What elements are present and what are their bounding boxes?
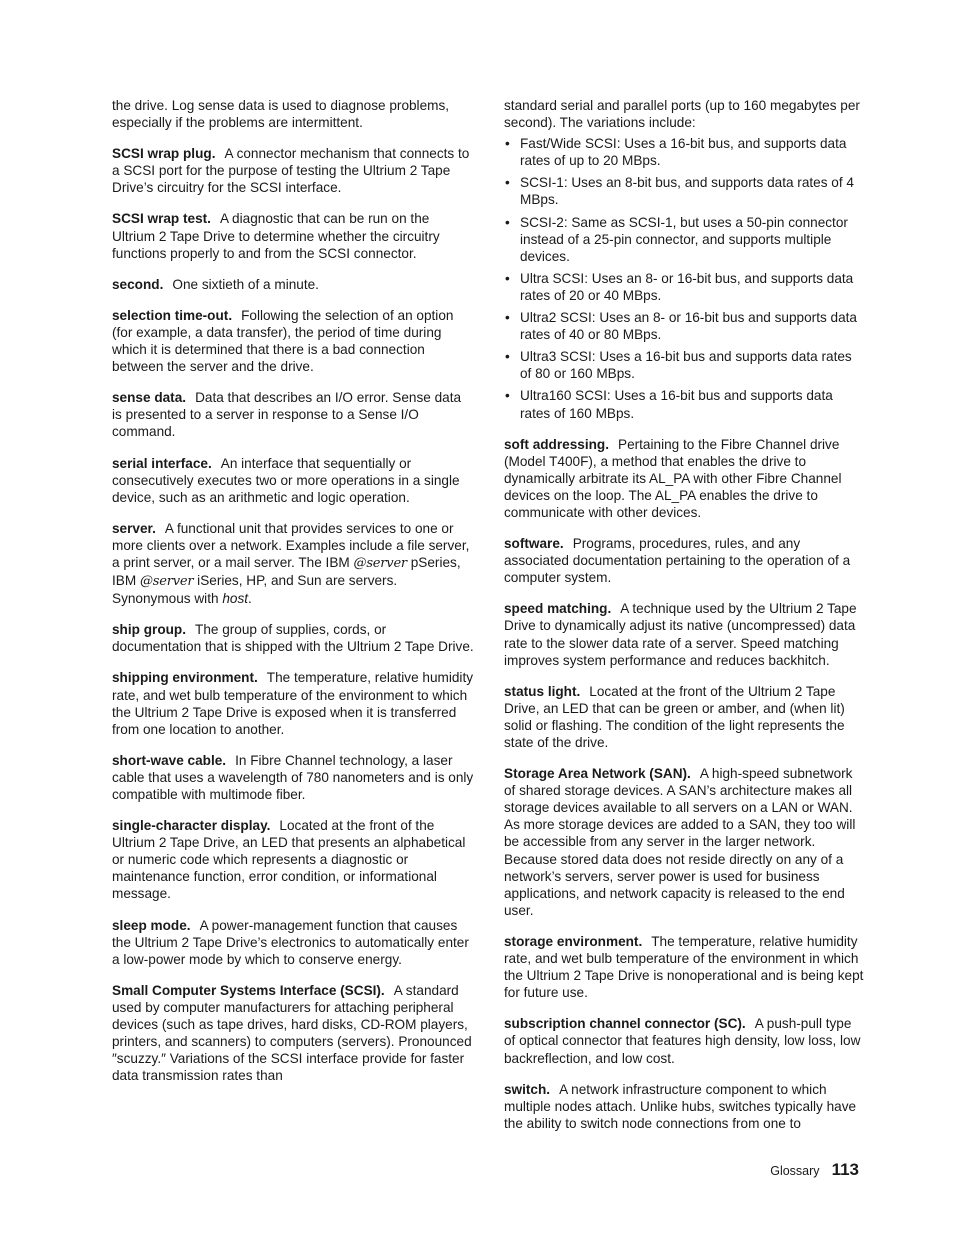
synonym-term: host [222, 591, 249, 607]
glossary-term: subscription channel connector (SC). [504, 1016, 746, 1032]
glossary-definition: Located at the front of the Ultrium 2 Tape Drive, an LED that can be green or amber, and (when lit) solid or flashing. The condition of the light represents the state of the drive. [504, 683, 845, 750]
glossary-definition: iSeries, HP, and Sun are servers. Synonymous with [112, 573, 398, 607]
glossary-definition: An interface that sequentially or consecutively executes two or more operations in a single device, such as an arithmetic and logic operation. [112, 455, 460, 505]
glossary-entry [504, 683, 866, 751]
list-item: • Ultra3 SCSI: Uses a 16-bit bus and supports data rates of 80 or 160 MBps. [504, 348, 866, 382]
right-column [504, 97, 866, 1146]
glossary-entry [112, 752, 474, 803]
glossary-term: Storage Area Network (SAN). [504, 766, 691, 782]
glossary-entry [504, 765, 866, 919]
glossary-definition: A high-speed subnetwork of shared storage devices. A SAN’s architecture makes all storage devices available to all servers on a LAN or WAN. As more storage devices are added to a SAN, they too will be accessible from any server in the larger network. Because stored data does not reside directly on any of a network’s servers, server power is used for business applications, and network capacity is released to the end user. [504, 766, 856, 918]
glossary-definition: One sixtieth of a minute. [172, 276, 319, 292]
scsi-variations-list [504, 135, 866, 421]
glossary-definition: Programs, procedures, rules, and any associated documentation pertaining to the operation of a computer system. [504, 536, 851, 586]
glossary-entry [112, 669, 474, 737]
glossary-definition: A connector mechanism that connects to a SCSI port for the purpose of testing the Ultrium 2 Tape Drive’s circuitry for the SCSI interface. [112, 146, 470, 196]
glossary-entry [112, 145, 474, 196]
glossary-term: sense data. [112, 390, 187, 406]
glossary-term: short-wave cable. [112, 752, 227, 768]
glossary-term: single-character display. [112, 818, 271, 834]
eserver-logo: @server [139, 574, 194, 590]
glossary-entry [504, 1081, 866, 1132]
glossary-definition: A standard used by computer manufacturers for attaching peripheral devices (such as tape drives, hard disks, CD-ROM players, printers, and scanners) to computers (servers). Pronounced ″scuzzy.″ Variations of the SCSI interface provide for faster data transmission rates than [112, 982, 472, 1084]
left-column [112, 97, 474, 1098]
glossary-entry [112, 210, 474, 261]
glossary-entry [112, 276, 474, 293]
page-number: 113 [831, 1160, 859, 1179]
glossary-entry [504, 933, 866, 1001]
glossary-term: serial interface. [112, 455, 212, 471]
list-item: • SCSI-2: Same as SCSI-1, but uses a 50-pin connector instead of a 25-pin connector, and supports multiple devices. [504, 214, 866, 265]
glossary-term: sleep mode. [112, 917, 191, 933]
continued-text: the drive. Log sense data is used to diagnose problems, especially if the problems are intermittent. [112, 98, 450, 131]
glossary-term: SCSI wrap test. [112, 211, 211, 227]
glossary-entry [112, 982, 474, 1085]
glossary-definition: Following the selection of an option (for example, a data transfer), the period of time during which it is determined that there is a bad connection between the server and the drive. [112, 307, 454, 375]
glossary-term: shipping environment. [112, 670, 258, 686]
glossary-definition: pSeries, IBM [112, 554, 461, 589]
glossary-entry [504, 600, 866, 668]
glossary-entry [112, 917, 474, 968]
glossary-definition: Located at the front of the Ultrium 2 Tape Drive, an LED that presents an alphabetical or numeric code which represents a diagnostic or maintenance function, error condition, or informational message. [112, 818, 466, 902]
glossary-term: second. [112, 276, 164, 292]
glossary-entry [504, 436, 866, 521]
glossary-term: soft addressing. [504, 436, 609, 452]
glossary-entry [504, 1015, 866, 1066]
list-item: • Ultra SCSI: Uses an 8- or 16-bit bus, and supports data rates of 20 or 40 MBps. [504, 270, 866, 304]
page-footer [770, 1160, 859, 1180]
glossary-term: SCSI wrap plug. [112, 146, 216, 162]
footer-section-title: Glossary [770, 1164, 820, 1178]
list-item: • Ultra160 SCSI: Uses a 16-bit bus and supports data rates of 160 MBps. [504, 387, 866, 421]
glossary-definition: A power-management function that causes the Ultrium 2 Tape Drive’s electronics to automatically enter a low-power mode by which to conserve energy. [112, 917, 469, 967]
glossary-term: Small Computer Systems Interface (SCSI). [112, 982, 385, 998]
glossary-entry [504, 535, 866, 586]
glossary-definition: A diagnostic that can be run on the Ultrium 2 Tape Drive to determine whether the circuitry functions properly to and from the SCSI connector. [112, 211, 440, 261]
glossary-entry [112, 307, 474, 375]
eserver-logo: @server [353, 555, 407, 571]
glossary-entry [112, 520, 474, 607]
list-item: • Fast/Wide SCSI: Uses a 16-bit bus, and supports data rates of up to 20 MBps. [504, 135, 866, 169]
list-item: • Ultra2 SCSI: Uses an 8- or 16-bit bus and supports data rates of 40 or 80 MBps. [504, 309, 866, 343]
glossary-term: switch. [504, 1081, 551, 1097]
glossary-entry [112, 455, 474, 506]
glossary-term: status light. [504, 683, 581, 699]
glossary-definition: A push-pull type of optical connector that features high density, low loss, low backreflection, and low cost. [504, 1016, 861, 1066]
glossary-definition: In Fibre Channel technology, a laser cable that uses a wavelength of 780 nanometers and is only compatible with multimode fiber. [112, 752, 474, 802]
glossary-definition: A functional unit that provides services to one or more clients over a network. Examples include a file server, a print server, or a mail server. The IBM [112, 520, 470, 570]
glossary-definition: The group of supplies, cords, or documentation that is shipped with the Ultrium 2 Tape Drive. [112, 622, 474, 655]
glossary-definition: The temperature, relative humidity rate, and wet bulb temperature of the environment to which the Ultrium 2 Tape Drive is exposed when it is transferred from one location to another. [112, 670, 474, 737]
glossary-entry [112, 817, 474, 902]
glossary-definition: The temperature, relative humidity rate, and wet bulb temperature of the environment in which the Ultrium 2 Tape Drive is nonoperational and is being kept for future use. [504, 933, 864, 1001]
definition-end: . [248, 591, 252, 607]
glossary-definition: Data that describes an I/O error. Sense data is presented to a server in response to a Sense I/O command. [112, 390, 462, 440]
glossary-term: speed matching. [504, 601, 612, 617]
glossary-term: ship group. [112, 622, 187, 638]
glossary-definition: A network infrastructure component to which multiple nodes attach. Unlike hubs, switches typically have the ability to switch node connections from one to [504, 1081, 857, 1131]
glossary-term: selection time-out. [112, 307, 233, 323]
glossary-term: software. [504, 536, 564, 552]
glossary-definition: Pertaining to the Fibre Channel drive (Model T400F), a method that enables the drive to dynamically arbitrate its AL_PA with other Fibre Channel devices on the loop. The AL_PA enables the drive to communicate with other devices. [504, 436, 842, 520]
glossary-entry [112, 621, 474, 655]
glossary-term: server. [112, 520, 156, 536]
continued-text: standard serial and parallel ports (up to 160 megabytes per second). The variations include: [504, 98, 860, 131]
list-item: • SCSI-1: Uses an 8-bit bus, and supports data rates of 4 MBps. [504, 174, 866, 208]
glossary-entry [112, 389, 474, 440]
glossary-definition: A technique used by the Ultrium 2 Tape Drive to dynamically adjust its native (uncompressed) data rate to the slower data rate of a server. Speed matching improves system performance and reduces backhitch. [504, 601, 857, 668]
glossary-term: storage environment. [504, 933, 643, 949]
